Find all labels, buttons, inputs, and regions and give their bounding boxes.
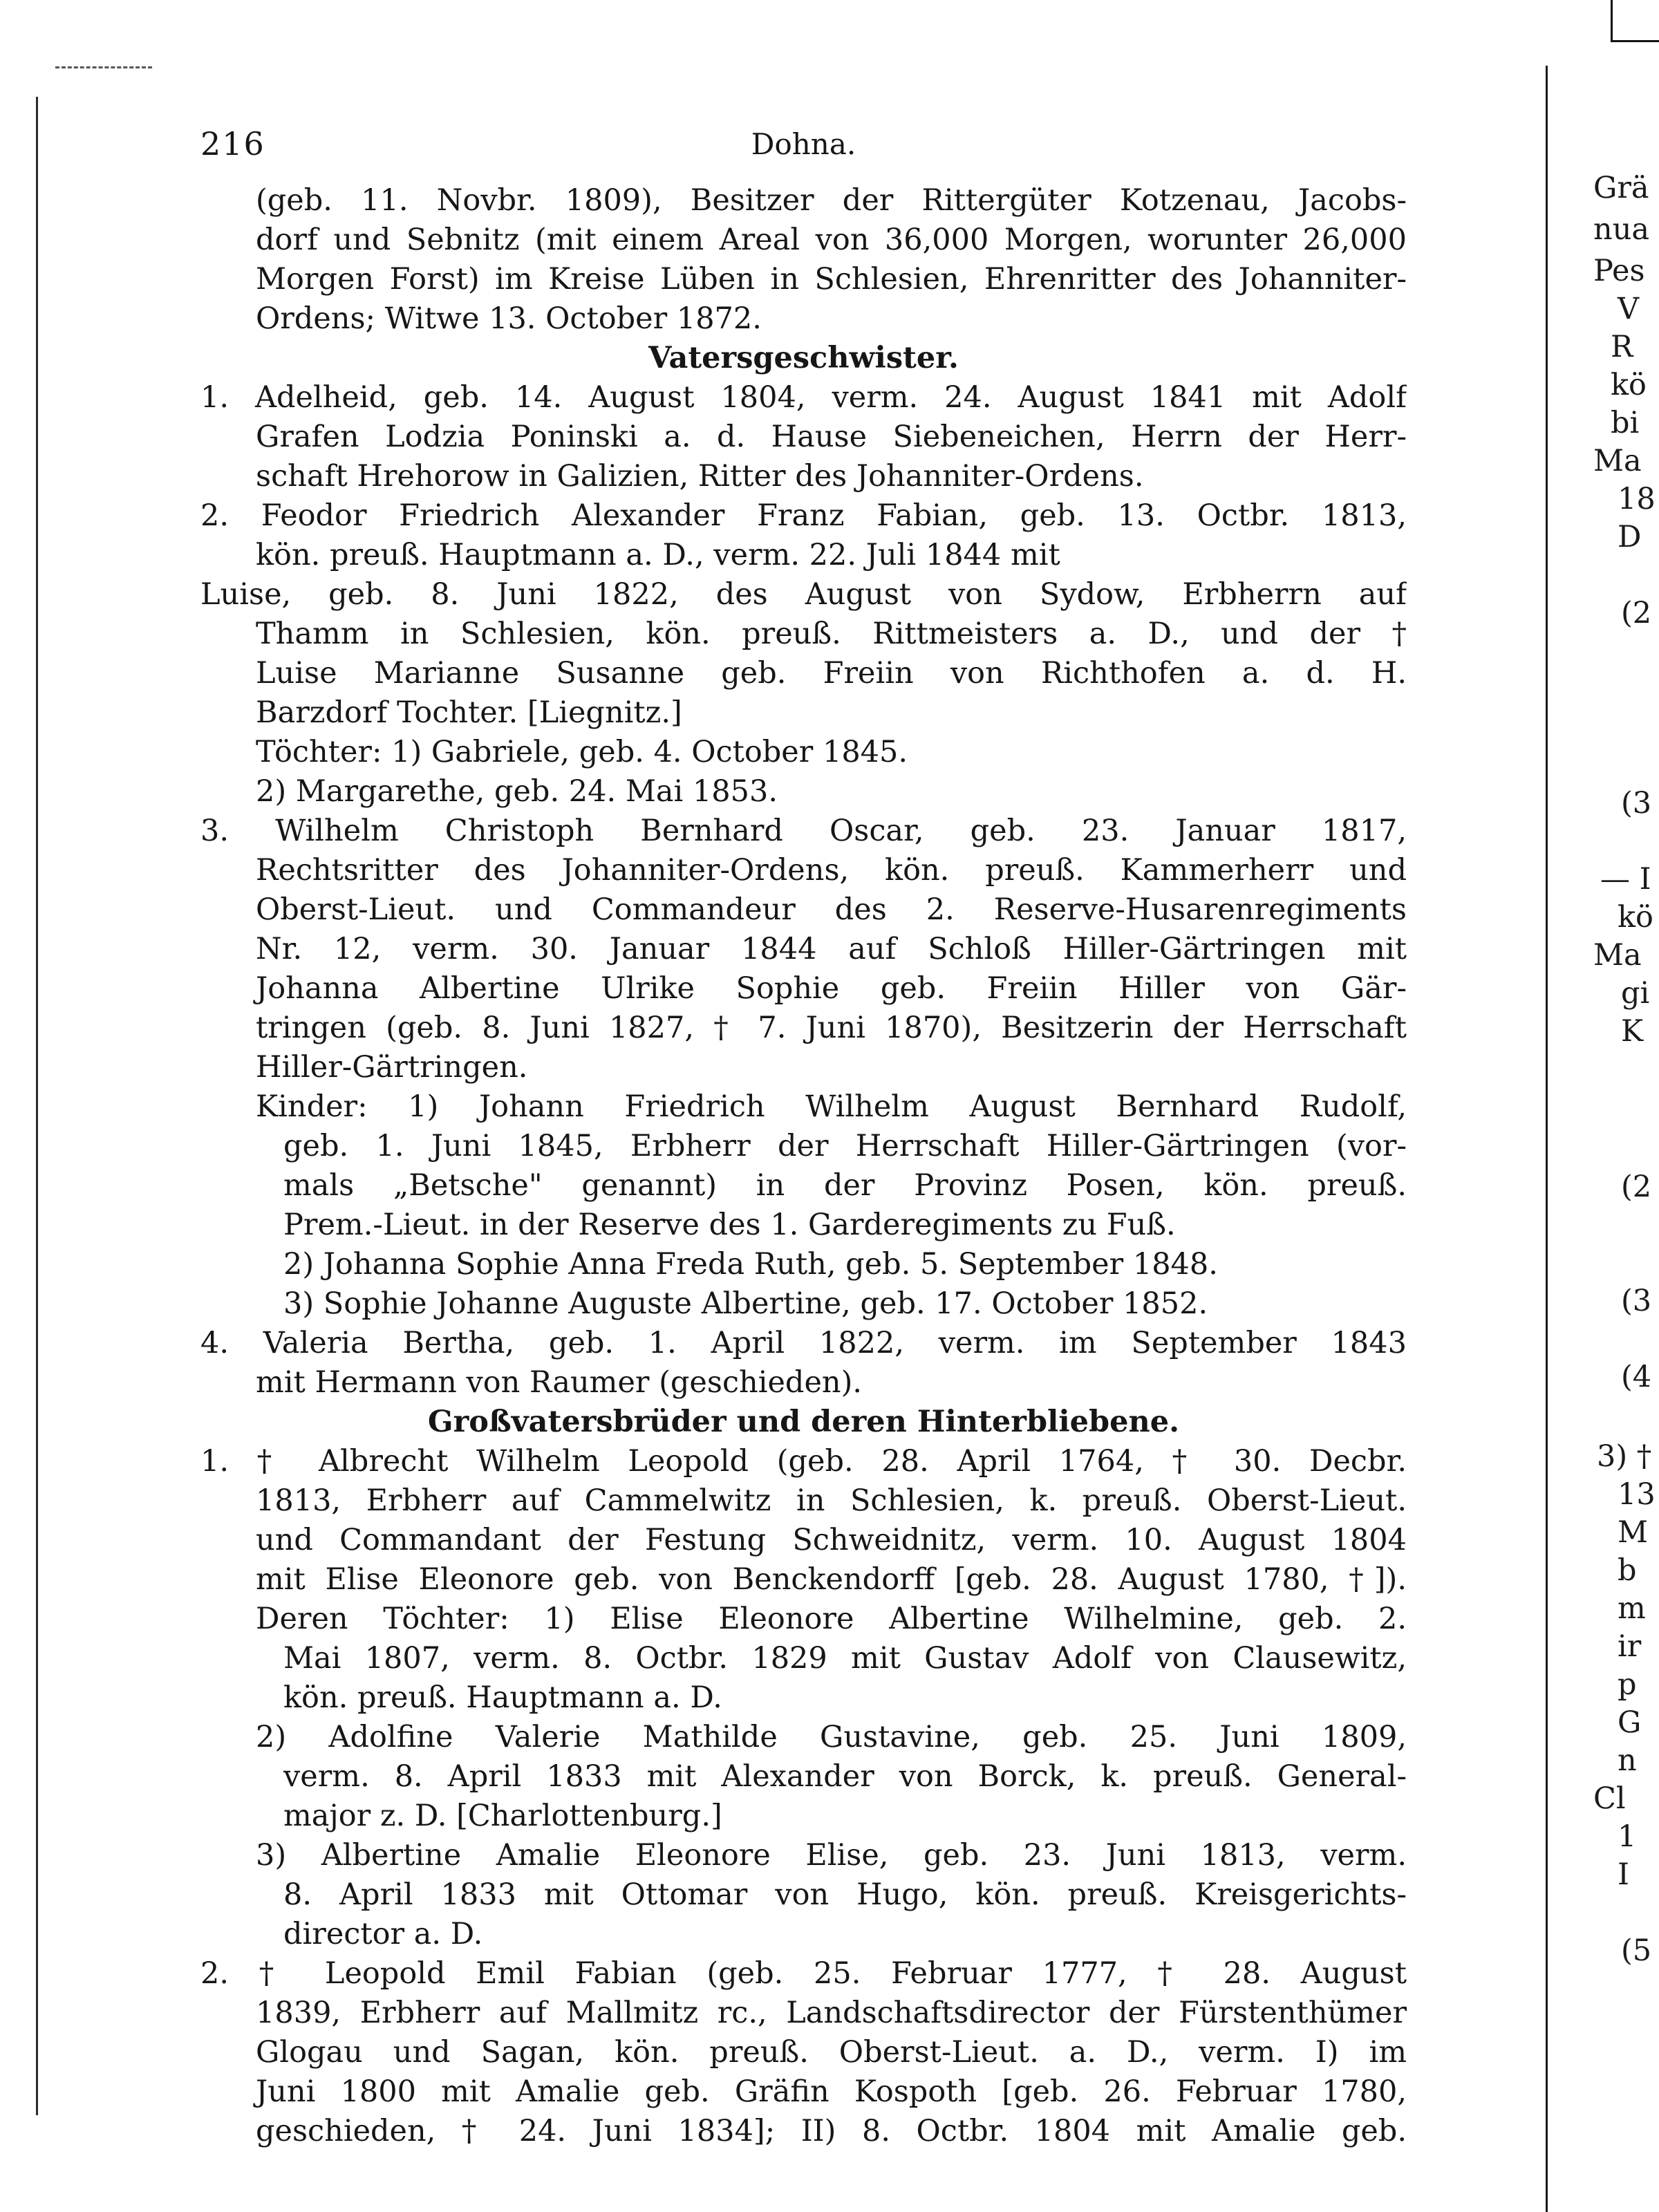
facing-page-fragment: m — [1618, 1591, 1646, 1626]
facing-page-fragment: b — [1618, 1553, 1637, 1588]
facing-page-fragment: (2 — [1621, 1170, 1652, 1204]
scan-dash-mark — [55, 66, 152, 68]
entry-line: 2. † Leopold Emil Fabian (geb. 25. Februar 1777, † 28. August — [200, 1956, 1407, 1991]
entry-line: 1813, Erbherr auf Cammelwitz in Schlesien, k. preuß. Oberst-Lieut. — [256, 1483, 1407, 1518]
facing-page-fragment: 1 — [1618, 1819, 1637, 1854]
entry-line: Rechtsritter des Johanniter-Ordens, kön. preuß. Kammerherr und — [256, 853, 1407, 888]
text-line: Ordens; Witwe 13. October 1872. — [256, 301, 762, 336]
entry-line: 3) Sophie Johanne Auguste Albertine, geb. 17. October 1852. — [283, 1286, 1208, 1321]
entry-line: 2. Feodor Friedrich Alexander Franz Fabian, geb. 13. Octbr. 1813, — [200, 498, 1407, 533]
entry-line: 2) Margarethe, geb. 24. Mai 1853. — [256, 774, 778, 809]
entry-line: Hiller-Gärtringen. — [256, 1050, 528, 1085]
entry-line: 1839, Erbherr auf Mallmitz rc., Landschaftsdirector der Fürstenthümer — [256, 1996, 1407, 2030]
entry-line: Oberst-Lieut. und Commandeur des 2. Reserve-Husarenregiments — [256, 892, 1407, 927]
entry-line: Nr. 12, verm. 30. Januar 1844 auf Schloß Hiller-Gärtringen mit — [256, 932, 1407, 966]
text-line: (geb. 11. Novbr. 1809), Besitzer der Rittergüter Kotzenau, Jacobs- — [256, 183, 1407, 218]
facing-page-fragment: kö — [1611, 368, 1647, 402]
facing-page-fragment: Ma — [1593, 444, 1642, 478]
facing-page-fragment: — I — [1600, 862, 1651, 897]
entry-line: kön. preuß. Hauptmann a. D. — [283, 1680, 722, 1715]
facing-page-fragment: M — [1618, 1515, 1649, 1550]
facing-page-fragment: 13 — [1618, 1477, 1656, 1512]
section-heading: Vatersgeschwister. — [648, 341, 959, 375]
text-line: Morgen Forst) im Kreise Lüben in Schlesien, Ehrenritter des Johanniter- — [256, 262, 1407, 297]
running-title: Dohna. — [751, 127, 856, 161]
entry-line: Luise Marianne Susanne geb. Freiin von Richthofen a. d. H. — [256, 656, 1407, 691]
entry-line: Luise, geb. 8. Juni 1822, des August von Sydow, Erbherrn auf — [200, 577, 1407, 612]
facing-page-fragment: nua — [1593, 212, 1650, 247]
entry-line: Kinder: 1) Johann Friedrich Wilhelm August Bernhard Rudolf, — [256, 1089, 1407, 1124]
entry-line: mit Elise Eleonore geb. von Benckendorff [geb. 28. August 1780, †]). — [256, 1562, 1407, 1597]
facing-page-fragment: (2 — [1621, 596, 1652, 630]
entry-line: Grafen Lodzia Poninski a. d. Hause Siebeneichen, Herrn der Herr- — [256, 420, 1407, 454]
entry-line: Mai 1807, verm. 8. Octbr. 1829 mit Gustav Adolf von Clausewitz, — [283, 1641, 1407, 1676]
facing-page-fragment: Cl — [1593, 1781, 1626, 1816]
entry-line: 8. April 1833 mit Ottomar von Hugo, kön. preuß. Kreisgerichts- — [283, 1877, 1407, 1912]
entry-line: geb. 1. Juni 1845, Erbherr der Herrschaft Hiller-Gärtringen (vor- — [283, 1129, 1407, 1163]
entry-line: 2) Adolfine Valerie Mathilde Gustavine, geb. 25. Juni 1809, — [256, 1720, 1407, 1754]
entry-line: mit Hermann von Raumer (geschieden). — [256, 1365, 863, 1400]
text-line: dorf und Sebnitz (mit einem Areal von 36,000 Morgen, worunter 26,000 — [256, 223, 1407, 257]
entry-line: schaft Hrehorow in Galizien, Ritter des Johanniter-Ordens. — [256, 459, 1144, 494]
entry-line: geschieden, † 24. Juni 1834]; II) 8. Octbr. 1804 mit Amalie geb. — [256, 2114, 1407, 2148]
page-header — [200, 124, 1407, 173]
scan-corner-mark — [1611, 0, 1613, 41]
facing-page-fragment: (5 — [1621, 1933, 1652, 1968]
entry-line: 3. Wilhelm Christoph Bernhard Oscar, geb. 23. Januar 1817, — [200, 814, 1407, 848]
scan-edge-left — [36, 97, 38, 2115]
entry-line: mals „Betsche" genannt) in der Provinz Posen, kön. preuß. — [283, 1168, 1407, 1203]
scan-corner-mark-horizontal — [1611, 40, 1659, 42]
facing-page-fragment: Ma — [1593, 938, 1642, 973]
entry-line: Töchter: 1) Gabriele, geb. 4. October 1845. — [256, 735, 908, 769]
entry-line: Glogau und Sagan, kön. preuß. Oberst-Lieut. a. D., verm. I) im — [256, 2035, 1407, 2070]
entry-line: kön. preuß. Hauptmann a. D., verm. 22. Juli 1844 mit — [256, 538, 1060, 572]
entry-line: major z. D. [Charlottenburg.] — [283, 1799, 722, 1833]
facing-page-fragment: (3 — [1621, 786, 1652, 821]
facing-page-fragment: kö — [1618, 900, 1653, 935]
entry-line: director a. D. — [283, 1917, 483, 1951]
entry-line: 3) Albertine Amalie Eleonore Elise, geb. 23. Juni 1813, verm. — [256, 1838, 1407, 1873]
facing-page-fragment: p — [1618, 1667, 1637, 1702]
page-gutter-right — [1546, 66, 1548, 2212]
facing-page-fragment: (4 — [1621, 1360, 1652, 1394]
facing-page-fragment: n — [1618, 1743, 1637, 1778]
facing-page-fragment: Pes — [1593, 254, 1645, 288]
entry-line: Juni 1800 mit Amalie geb. Gräfin Kospoth [geb. 26. Februar 1780, — [256, 2074, 1407, 2109]
entry-line: und Commandant der Festung Schweidnitz, verm. 10. August 1804 — [256, 1523, 1407, 1557]
entry-line: 4. Valeria Bertha, geb. 1. April 1822, verm. im September 1843 — [200, 1326, 1407, 1360]
entry-line: Barzdorf Tochter. [Liegnitz.] — [256, 695, 682, 730]
facing-page-fragment: K — [1621, 1014, 1644, 1049]
facing-page-fragment: R — [1611, 330, 1633, 364]
entry-line: 2) Johanna Sophie Anna Freda Ruth, geb. 5. September 1848. — [283, 1247, 1218, 1282]
entry-line: Thamm in Schlesien, kön. preuß. Rittmeisters a. D., und der † — [256, 617, 1407, 651]
facing-page-fragment: ir — [1618, 1629, 1642, 1664]
facing-page-fragment: 18 — [1618, 482, 1656, 516]
facing-page-fragment: I — [1618, 1857, 1629, 1892]
facing-page-fragment: bi — [1611, 406, 1640, 440]
facing-page-fragment: V — [1618, 292, 1640, 326]
page-number: 216 — [200, 125, 265, 162]
entry-line: tringen (geb. 8. Juni 1827, † 7. Juni 1870), Besitzerin der Herrschaft — [256, 1011, 1407, 1045]
section-heading: Großvatersbrüder und deren Hinterbliebene. — [427, 1405, 1180, 1439]
facing-page-fragment: G — [1618, 1705, 1642, 1740]
entry-line: 1. † Albrecht Wilhelm Leopold (geb. 28. April 1764, † 30. Decbr. — [200, 1444, 1407, 1479]
facing-page-fragment: (3 — [1621, 1284, 1652, 1318]
entry-line: Johanna Albertine Ulrike Sophie geb. Freiin Hiller von Gär- — [256, 971, 1407, 1006]
facing-page-fragment: gi — [1621, 976, 1650, 1011]
entry-line: Deren Töchter: 1) Elise Eleonore Albertine Wilhelmine, geb. 2. — [256, 1602, 1407, 1636]
facing-page-fragment: D — [1618, 520, 1642, 554]
facing-page-fragment: Grä — [1593, 171, 1649, 205]
facing-page-fragment: 3) † — [1597, 1439, 1652, 1474]
entry-line: 1. Adelheid, geb. 14. August 1804, verm. 24. August 1841 mit Adolf — [200, 380, 1407, 415]
entry-line: verm. 8. April 1833 mit Alexander von Borck, k. preuß. General- — [283, 1759, 1407, 1794]
entry-line: Prem.-Lieut. in der Reserve des 1. Garderegiments zu Fuß. — [283, 1208, 1176, 1242]
book-page — [200, 124, 1407, 2151]
